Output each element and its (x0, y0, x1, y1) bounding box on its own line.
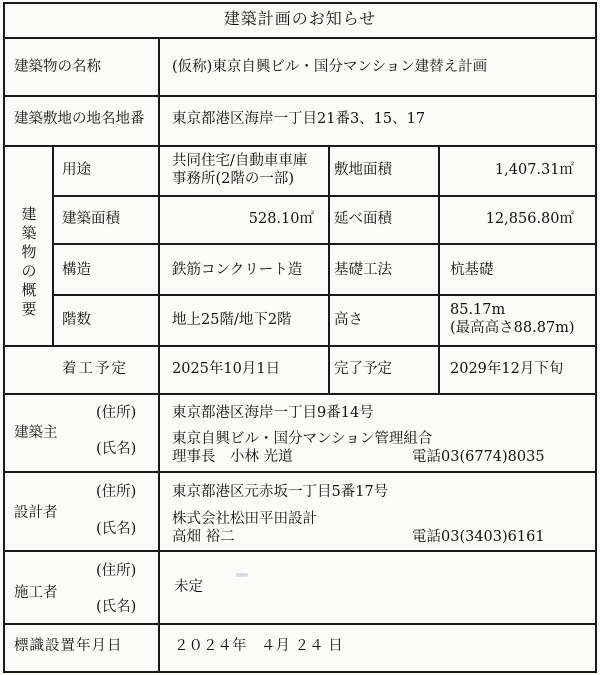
rule-right-column (438, 145, 440, 393)
rule-structure (52, 294, 597, 296)
designer-address-label: (住所) (96, 484, 137, 500)
designer-name-label: (氏名) (96, 521, 137, 537)
rule-owner (3, 471, 597, 473)
rule-address (3, 145, 597, 147)
designer-address: 東京都港区元赤坂一丁目5番17号 (172, 484, 389, 500)
owner-address-label: (住所) (96, 405, 137, 421)
designer-phone: 電話03(3403)6161 (412, 529, 545, 545)
sign-date-label: 標識設置年月日 (14, 638, 123, 654)
site-area-label: 敷地面積 (334, 162, 392, 178)
rule-name (3, 95, 597, 97)
total-floor-area-label: 延べ面積 (334, 211, 392, 227)
rule-area (52, 243, 597, 245)
floors-label: 階数 (62, 312, 91, 328)
owner-address: 東京都港区海岸一丁目9番14号 (172, 405, 374, 421)
rule-schedule (3, 393, 597, 395)
contractor-label: 施工者 (14, 585, 58, 601)
rule-label-column (158, 37, 160, 673)
height-value-line1: 85.17m (450, 302, 506, 318)
designer-person: 高畑 裕二 (172, 529, 235, 545)
site-area-value: 1,407.31㎡ (494, 162, 574, 178)
designer-label: 設計者 (14, 505, 58, 521)
overview-label (18, 205, 40, 319)
contractor-value: 未定 (174, 579, 203, 595)
rule-overview-side (52, 145, 54, 345)
overview-label-char: 建 (21, 205, 37, 223)
rule-use (52, 195, 597, 197)
owner-person: 理事長 小林 光道 (172, 449, 293, 465)
owner-phone: 電話03(6774)8035 (412, 449, 545, 465)
building-area-value: 528.10㎡ (248, 211, 314, 227)
start-value: 2025年10月1日 (172, 361, 281, 377)
rule-overview (3, 345, 597, 347)
owner-label: 建築主 (14, 425, 58, 441)
use-value-line2: 事務所(2階の一部) (172, 171, 295, 187)
designer-org: 株式会社松田平田設計 (172, 511, 317, 527)
rule-mid-column (328, 145, 330, 393)
overview-label-char: の (21, 262, 37, 280)
site-address-value: 東京都港区海岸一丁目21番3、15、17 (172, 111, 426, 127)
building-name-value: (仮称)東京自興ビル・国分マンション建替え計画 (172, 59, 488, 75)
building-area-label: 建築面積 (62, 211, 120, 227)
structure-value: 鉄筋コンクリート造 (172, 262, 303, 278)
rule-contractor (3, 623, 597, 625)
building-name-label: 建築物の名称 (14, 59, 101, 75)
contractor-name-label: (氏名) (96, 599, 137, 615)
height-label: 高さ (334, 312, 363, 328)
overview-label-char: 物 (21, 243, 37, 261)
start-label: 着工予定 (62, 361, 128, 377)
height-value-line2: (最高高さ88.87m) (450, 320, 575, 336)
floors-value: 地上25階/地下2階 (172, 312, 292, 328)
total-floor-area-value: 12,856.80㎡ (485, 211, 574, 227)
foundation-value: 杭基礎 (450, 262, 494, 278)
rule-title (3, 37, 597, 39)
structure-label: 構造 (62, 262, 91, 278)
overview-label-char: 築 (21, 224, 37, 242)
surface-smudge (236, 573, 248, 577)
page-title: 建築計画のお知らせ (223, 9, 377, 28)
use-label: 用途 (62, 162, 91, 178)
foundation-label: 基礎工法 (334, 262, 392, 278)
end-label: 完了予定 (334, 361, 392, 377)
site-address-label: 建築敷地の地名地番 (14, 111, 145, 127)
owner-org: 東京自興ビル・国分マンション管理組合 (172, 431, 433, 447)
rule-designer (3, 550, 597, 552)
contractor-address-label: (住所) (96, 563, 137, 579)
sign-date-value: ２０２４年 ４月 ２４ 日 (174, 638, 343, 654)
notice-border (3, 2, 597, 673)
use-value-line1: 共同住宅/自動車車庫 (172, 153, 308, 169)
overview-label-char: 概 (21, 281, 37, 299)
overview-label-char: 要 (21, 300, 37, 318)
owner-name-label: (氏名) (96, 441, 137, 457)
end-value: 2029年12月下旬 (450, 361, 564, 377)
